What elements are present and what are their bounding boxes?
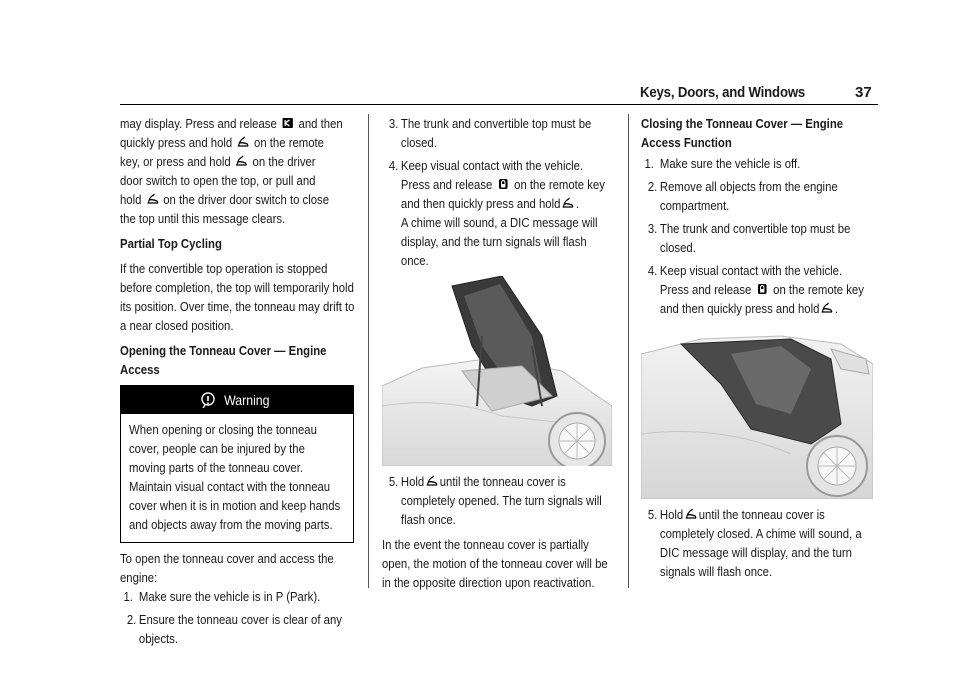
convertible-top-icon [685,508,697,520]
convertible-top-icon [821,302,833,314]
column-right [641,114,877,581]
convertible-top-icon [562,197,574,209]
paragraph-open-intro: To open the tonneau cover and access the engine: [120,551,334,585]
column-divider [368,114,369,588]
lock-icon [497,178,509,190]
column-left [120,114,356,648]
subheading-partial-top-cycling: Partial Top Cycling [120,236,222,251]
header-divider [120,104,878,105]
tonneau-closed-illustration [641,334,873,499]
list-item: 2. Remove all objects from the engine compartment. [647,179,838,213]
warning-title: Warning [224,391,270,408]
list-item: 1. Make sure the vehicle is off. [644,156,801,171]
paragraph-partial-open: In the event the tonneau cover is partially open, the motion of the tonneau cover will be in the opposite direction upon reactivation. [382,537,608,590]
warning-box [120,385,354,543]
trunk-release-icon [282,117,294,129]
convertible-top-icon [426,475,438,487]
paragraph-partial-top-cycling: If the convertible top operation is stopped before completion, the top will temporarily hold its position. Over time, the tonneau may drift to a near closed position. [120,261,355,333]
list-item: 1. Make sure the vehicle is in P (Park). [123,589,321,604]
list-item: 5. Hold until the tonneau cover is completely opened. The turn signals will flash once. [388,474,602,527]
tonneau-open-illustration [382,276,612,466]
list-item: 4. Keep visual contact with the vehicle. Press and release on the remote key and then quickly press and hold . [647,263,864,316]
list-item: 3. The trunk and convertible top must be closed. [647,221,851,255]
page-number: 37 [855,84,872,101]
column-divider [628,114,629,588]
subheading-opening-tonneau: Opening the Tonneau Cover — Engine Access [120,343,327,377]
list-item: 3. The trunk and convertible top must be closed. [388,116,592,150]
paragraph-top-operation: may display. Press and release and then quickly press and hold on the remote key, or press and hold on the driver door switch to open the top, or pull and hold on the driver door switch to close the top until this message clears. [120,116,343,226]
convertible-top-icon [236,155,248,167]
warning-header [121,386,353,414]
section-title: Keys, Doors, and Windows [640,84,806,101]
convertible-top-icon [237,136,249,148]
list-item: 5. Hold until the tonneau cover is completely closed. A chime will sound, a DIC message will display, and the turn signals will flash once. [647,507,862,579]
page-header [0,84,960,104]
lock-icon [756,283,768,295]
list-item: 4. Keep visual contact with the vehicle. Press and release on the remote key and then quickly press and hold . A chime will sound, a DIC message will display, and the turn signals will flash once. [388,158,605,268]
list-item: 2. Ensure the tonneau cover is clear of any objects. [126,612,342,646]
warning-text: When opening or closing the tonneau cover, people can be injured by the moving parts of the tonneau cover. Maintain visual contact with the tonneau cover when it is in motion and keep hands and objects away from the moving parts. [129,422,341,532]
warning-icon [201,392,215,408]
convertible-top-icon [146,193,158,205]
subheading-closing-tonneau: Closing the Tonneau Cover — Engine Access Function [641,116,844,150]
column-middle [382,114,618,592]
